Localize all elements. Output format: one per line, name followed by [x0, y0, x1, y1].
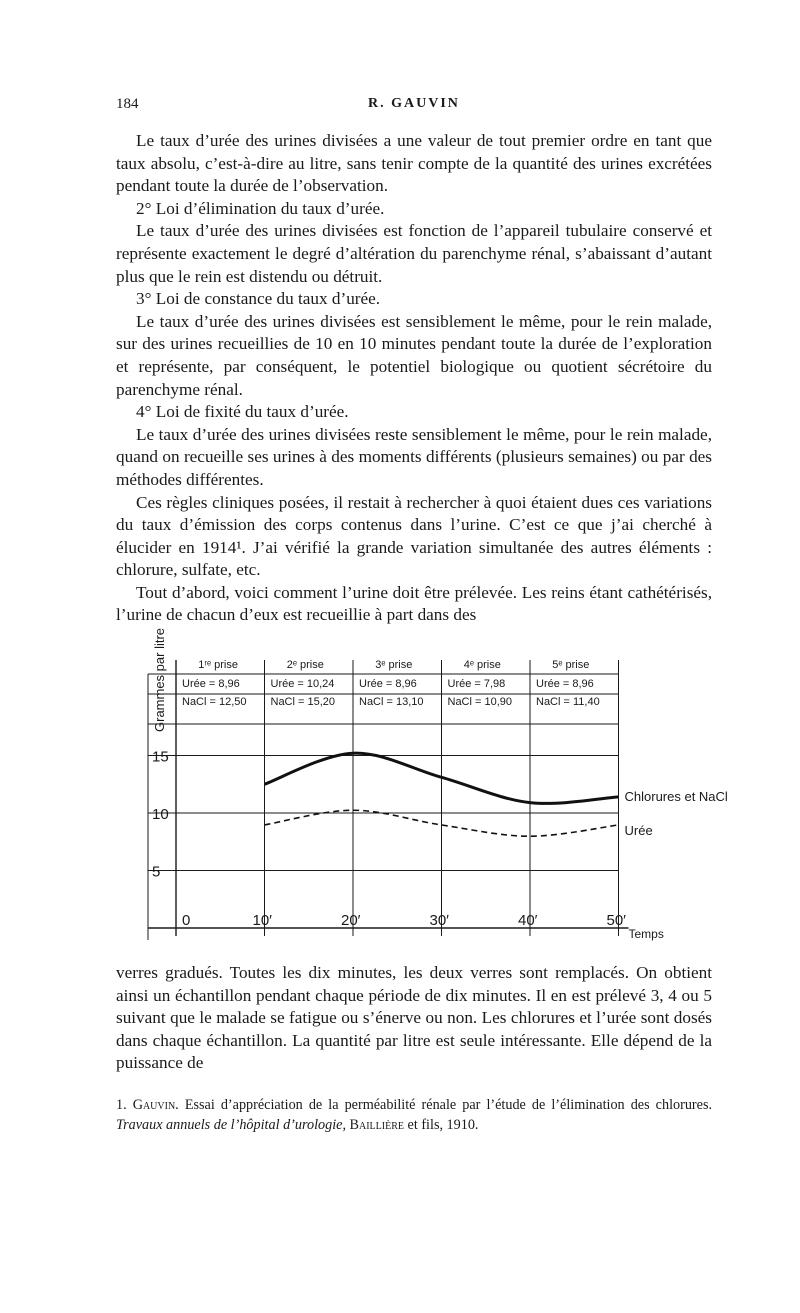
prise-uree: Urée = 8,96 — [182, 678, 240, 690]
page-number: 184 — [116, 96, 139, 112]
x-tick-label: 10′ — [252, 912, 272, 929]
prise-label: 5ᵉ prise — [552, 659, 590, 671]
paragraph: Le taux d’urée des urines divisées reste sensiblement le même, pour le rein malade, quand on recueille ses urines à des moments différents (plusieurs semaines) ou par des méthodes différentes. — [116, 424, 712, 489]
prise-uree: Urée = 10,24 — [270, 678, 335, 690]
prise-nacl: NaCl = 10,90 — [447, 696, 513, 708]
paragraph: Tout d’abord, voici comment l’urine doit être prélevée. Les reins étant cathétérisés, l’urine de chacun d’eux est recueillie à part dans des — [116, 582, 712, 625]
legend-label-chlorures: Chlorures et NaCl — [624, 788, 728, 804]
page-header — [116, 96, 712, 116]
y-tick-label: 5 — [152, 863, 161, 881]
paragraph: Ces règles cliniques posées, il restait à rechercher à quoi étaient dues ces variations du taux d’émission des corps contenus dans l’urine. C’est ce que j’ai cherché à élucider en 1914¹. J’ai vérifié la grande variation simultanée des autres éléments : chlorure, sulfate, etc. — [116, 492, 712, 580]
paragraph: Le taux d’urée des urines divisées a une valeur de tout premier ordre en tant que taux absolu, c’est-à-dire au litre, sans tenir compte de la quantité des urines excrétées pendant toute la durée de l’observation. — [116, 131, 712, 196]
x-tick-label: 50′ — [606, 912, 626, 929]
footnote — [116, 1095, 712, 1135]
law-heading: 3° Loi de constance du taux d’urée. — [136, 289, 381, 309]
footnote-tail: et fils, 1910. — [407, 1117, 479, 1133]
y-tick-label: 15 — [152, 748, 169, 766]
running-head: R. GAUVIN — [368, 96, 460, 111]
footnote-author: Gauvin. — [132, 1097, 179, 1113]
figure-chart — [140, 627, 728, 948]
prise-nacl: NaCl = 11,40 — [536, 696, 600, 708]
prise-uree: Urée = 7,98 — [447, 678, 506, 690]
x-tick-label: 30′ — [429, 912, 449, 929]
body-text-bottom — [116, 962, 712, 1075]
paragraph: Le taux d’urée des urines divisées est fonction de l’appareil tubulaire conservé et représente exactement le degré d’altération du parenchyme rénal, s’abaissant d’autant plus que le rein est distendu ou détruit. — [116, 221, 712, 286]
prise-nacl: NaCl = 12,50 — [182, 696, 247, 708]
chart-labels — [152, 628, 728, 941]
legend-label-uree: Urée — [624, 822, 653, 838]
x-tick-label: 0 — [182, 912, 191, 929]
footnote-text: Essai d’appréciation de la perméabilité rénale par l’étude de l’élimination des chlorures. — [184, 1097, 713, 1113]
prise-nacl: NaCl = 15,20 — [270, 696, 336, 708]
y-axis-title: Grammes par litre — [152, 627, 167, 732]
prise-nacl: NaCl = 13,10 — [359, 696, 424, 708]
paragraph: Le taux d’urée des urines divisées est sensiblement le même, pour le rein malade, sur des urines recueillies de 10 en 10 minutes pendant toute la durée de l’exploration et représente, par conséquent, le potentiel biologique ou quotient sécrétoire du parenchyme rénal. — [116, 311, 712, 399]
y-tick-label: 10 — [152, 806, 169, 823]
law-heading: 2° Loi d’élimination du taux d’urée. — [136, 198, 385, 218]
chart-prise-table — [182, 659, 600, 708]
body-text-top — [116, 130, 712, 627]
prise-uree: Urée = 8,96 — [359, 678, 417, 690]
prise-label: 1ʳᵉ prise — [198, 659, 238, 671]
x-axis-title: Temps — [628, 927, 664, 941]
chart-svg — [140, 627, 728, 948]
prise-uree: Urée = 8,96 — [536, 678, 594, 690]
x-tick-label: 20′ — [341, 912, 361, 929]
footnote-journal: Travaux annuels de l’hôpital d’urologie, — [116, 1117, 346, 1133]
footnote-number: 1. — [116, 1097, 127, 1113]
prise-label: 4ᵉ prise — [463, 659, 501, 671]
footnote-publisher: Baillière — [349, 1117, 404, 1133]
law-heading: 4° Loi de fixité du taux d’urée. — [136, 402, 349, 422]
paragraph: verres gradués. Toutes les dix minutes, les deux verres sont remplacés. On obtient ainsi un échantillon pendant chaque période de dix minutes. Il en est prélevé 3, 4 ou 5 suivant que le malade se fatigue ou s’énerve ou non. Les chlorures et l’urée sont dosés dans chaque échantillon. La quantité par litre est seule intéressante. Elle dépend de la puissance de — [116, 963, 712, 1073]
prise-label: 3ᵉ prise — [375, 659, 413, 671]
x-tick-label: 40′ — [518, 912, 538, 929]
prise-label: 2ᵉ prise — [286, 659, 324, 671]
